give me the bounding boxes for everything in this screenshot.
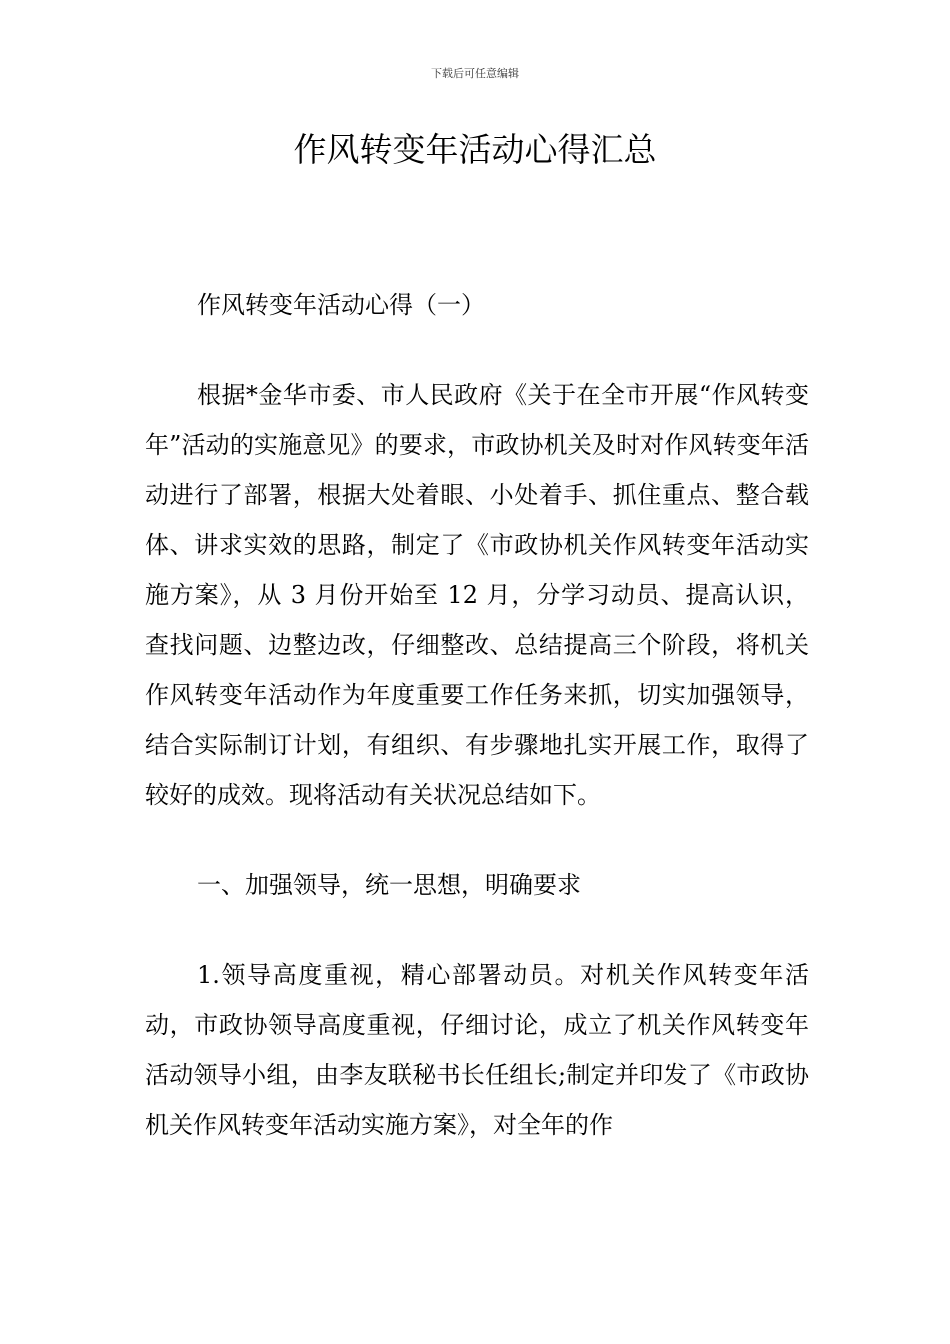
document-title: 作风转变年活动心得汇总 (293, 130, 657, 169)
document-body (145, 280, 809, 1150)
body-paragraph-intro: 根据*金华市委、市人民政府《关于在全市开展“作风转变年”活动的实施意见》的要求，市政协机关及时对作风转变年活动进行了部署，根据大处着眼、小处着手、抓住重点、整合载体、讲求实效的思路，制定了《市政协机关作风转变年活动实施方案》，从 3 月份开始至 12 月，分学习动员、提高认识，查找问题、边整边改，仔细整改、总结提高三个阶段，将机关作风转变年活动作为年度重要工作任务来抓，切实加强领导，结合实际制订计划，有组织、有步骤地扎实开展工作，取得了较好的成效。现将活动有关状况总结如下。 (145, 381, 809, 809)
section-heading-part-one: 作风转变年活动心得（一） (197, 291, 485, 319)
body-paragraph-1-1: 1.领导高度重视，精心部署动员。对机关作风转变年活动，市政协领导高度重视，仔细讨论，成立了机关作风转变年活动领导小组，由李友联秘书长任组长;制定并印发了《市政协机关作风转变年活动实施方案》，对全年的作 (145, 961, 809, 1139)
header-note: 下载后可任意编辑 (431, 67, 519, 80)
section-heading-1: 一、加强领导，统一思想，明确要求 (197, 871, 581, 899)
